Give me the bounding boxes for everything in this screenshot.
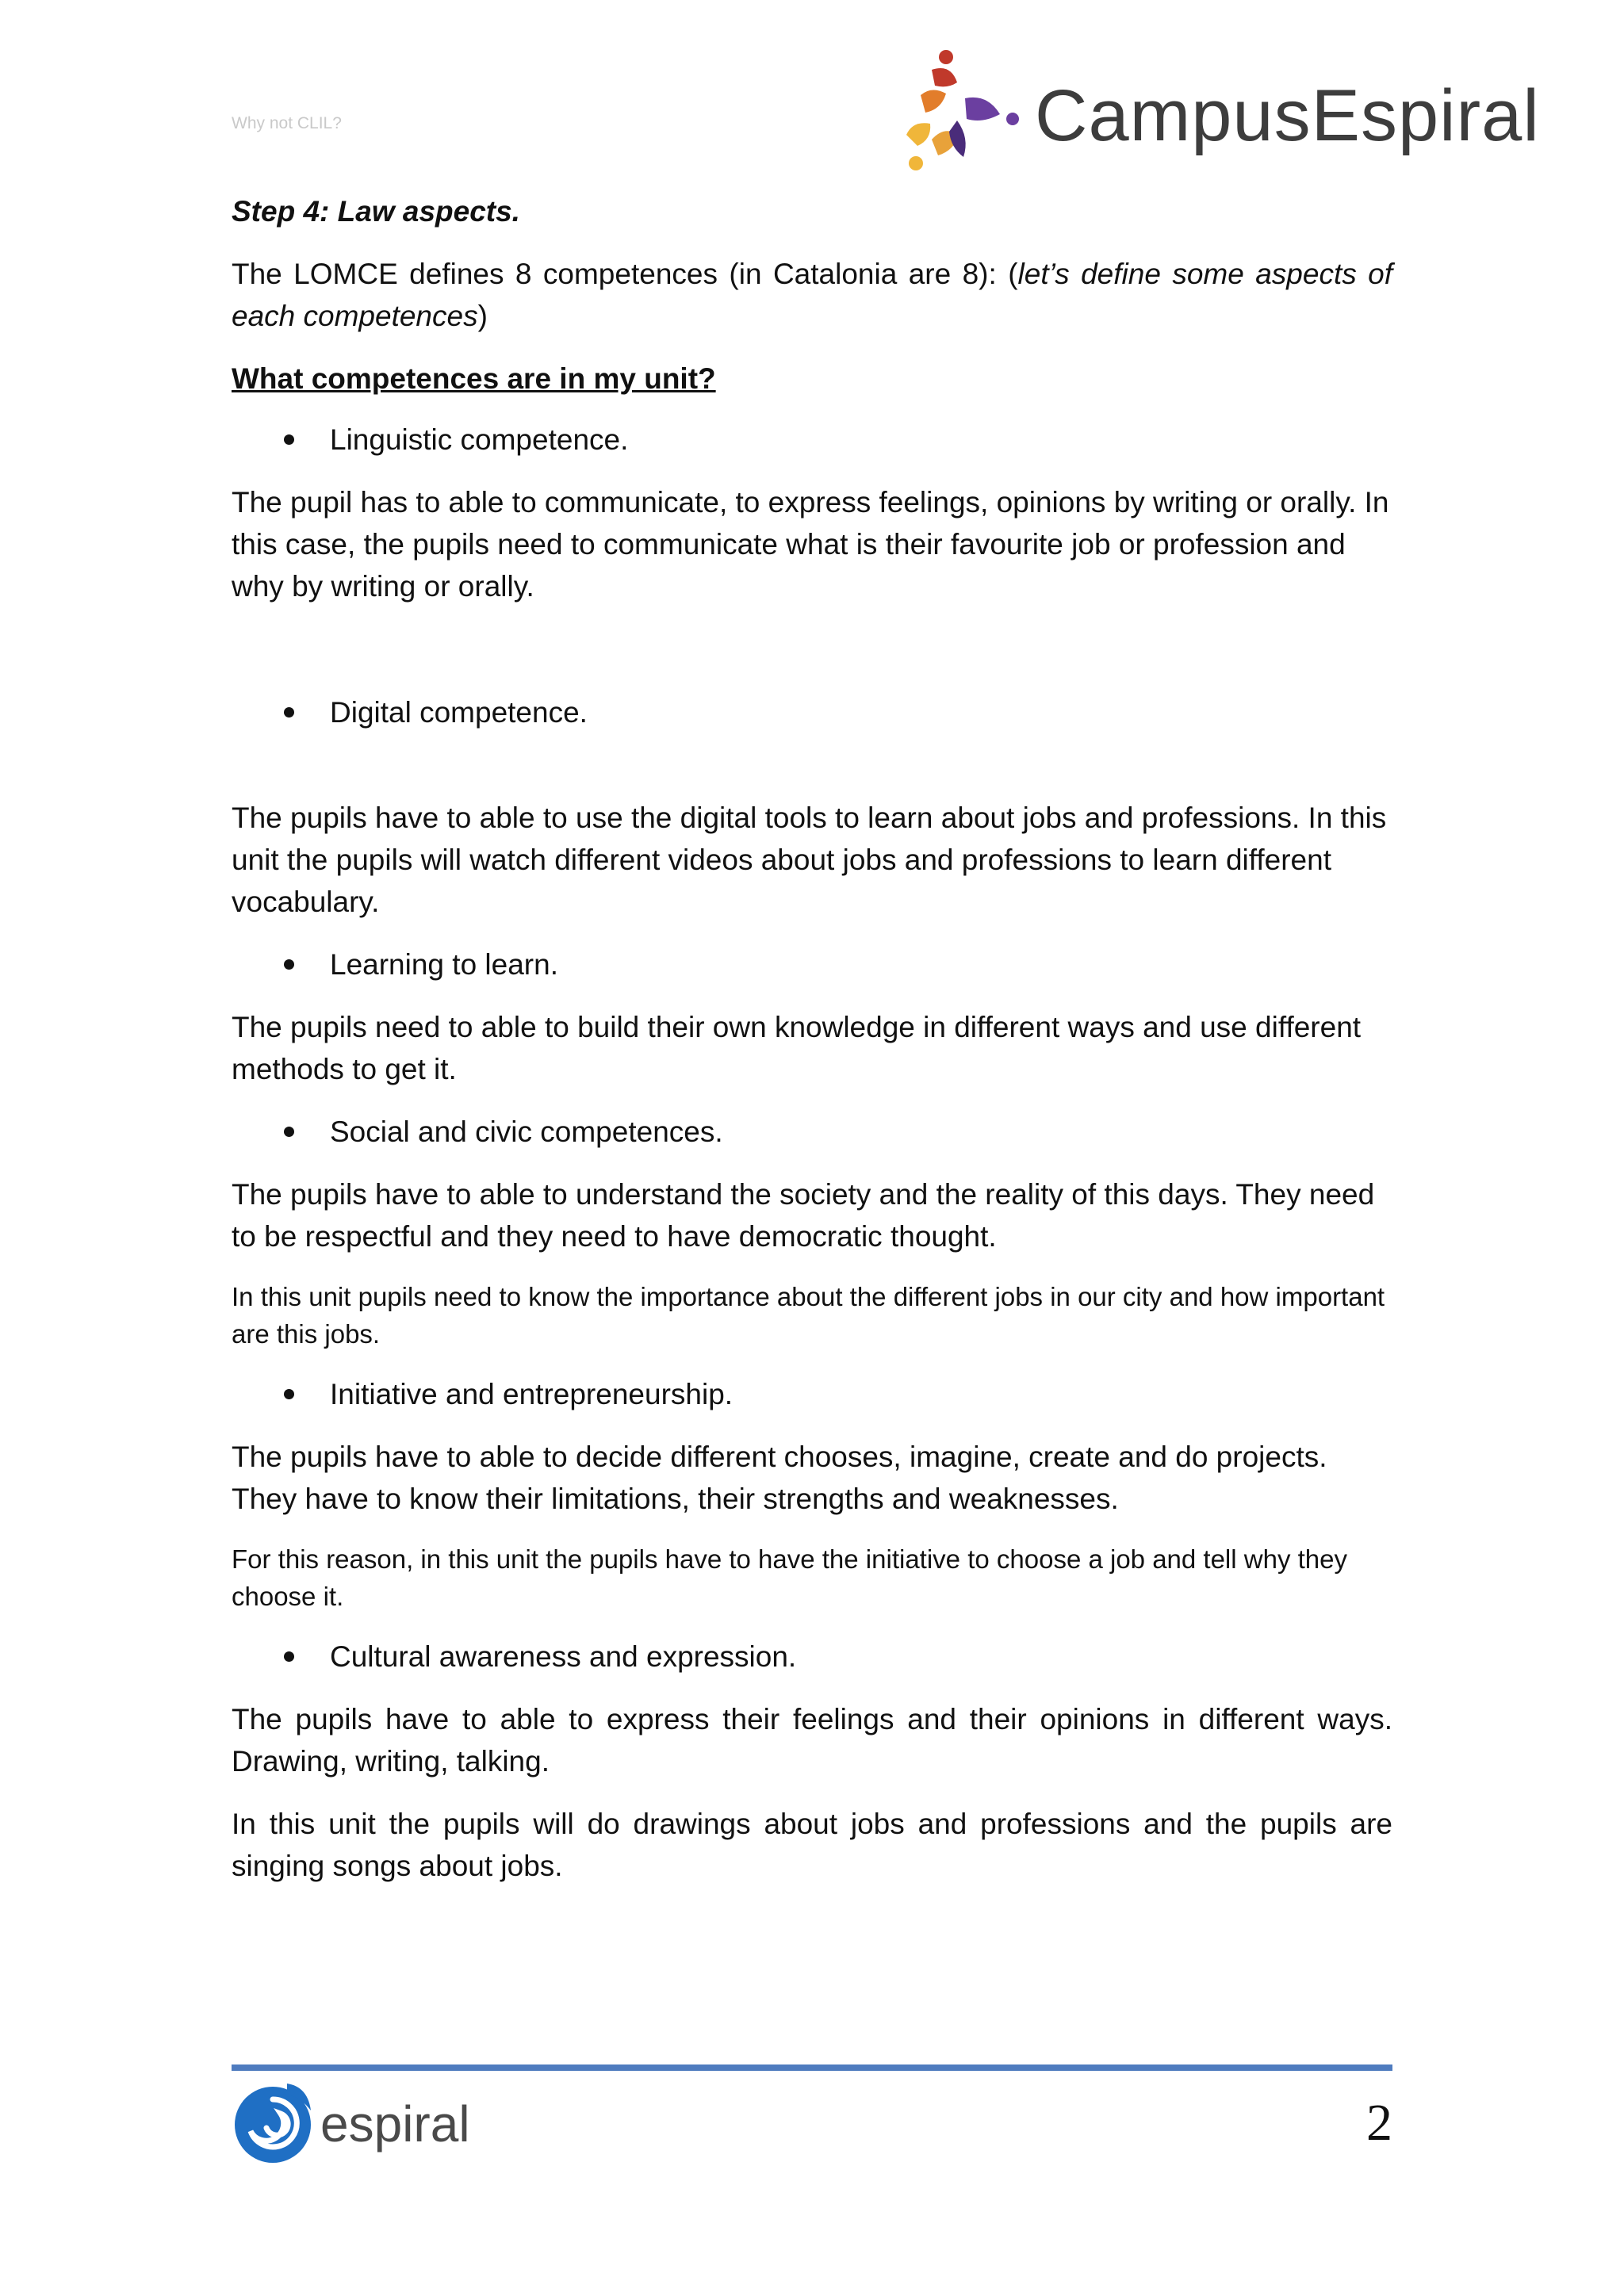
- competence-paragraph: The pupils have to able to decide different chooses, imagine, create and do projects. They have to know their limitations, their strengths and weaknesses.: [232, 1441, 1327, 1515]
- competence-paragraph: The pupils have to able to express their feelings and their opinions in different ways. Drawing, writing, talking.: [232, 1703, 1392, 1777]
- competence-title: Cultural awareness and expression.: [330, 1640, 797, 1673]
- competence-bullet-learning: [232, 943, 1392, 985]
- spacer: [232, 628, 1392, 691]
- competences-question: What competences are in my unit?: [232, 362, 716, 395]
- espiral-logo-text: espiral: [320, 2095, 470, 2152]
- intro-paragraph: [232, 253, 1392, 337]
- bullet-icon: [284, 1651, 294, 1662]
- competence-bullet-cultural: [232, 1636, 1392, 1678]
- competence-title: Initiative and entrepreneurship.: [330, 1378, 733, 1410]
- campusespiral-logo-text: CampusEspiral: [1035, 75, 1540, 156]
- campusespiral-logo-mark-icon: [900, 46, 1027, 181]
- competence-title: Learning to learn.: [330, 948, 558, 981]
- espiral-logo: [232, 2079, 485, 2166]
- document-body: [232, 190, 1392, 1908]
- intro-italic-text: let’s define some aspects of each competences: [232, 258, 1393, 332]
- bullet-icon: [284, 434, 294, 445]
- competence-bullet-linguistic: [232, 419, 1392, 461]
- competence-paragraph: The pupils need to able to build their own knowledge in different ways and use different methods to get it.: [232, 1011, 1362, 1085]
- footer-rule: [232, 2064, 1392, 2071]
- competence-paragraph: The pupils have to able to understand the society and the reality of this days. They need to be respectful and they need to have democratic thought.: [232, 1178, 1375, 1253]
- spacer: [232, 754, 1392, 797]
- competence-paragraph: The pupils have to able to use the digital tools to learn about jobs and professions. In this unit the pupils will watch different videos about jobs and professions to learn different vocabulary.: [232, 802, 1387, 918]
- competence-bullet-social: [232, 1111, 1392, 1153]
- bullet-icon: [284, 1389, 294, 1399]
- running-head: Why not CLIL?: [232, 114, 342, 132]
- campusespiral-logo: [900, 46, 1540, 181]
- bullet-icon: [284, 1127, 294, 1137]
- intro-text: The LOMCE defines 8 competences (in Catalonia are 8): (: [232, 258, 1018, 290]
- step-title: Step 4: Law aspects.: [232, 195, 520, 228]
- competence-paragraph-small: In this unit pupils need to know the importance about the different jobs in our city and how important are this jobs.: [232, 1282, 1385, 1349]
- competence-title: Social and civic competences.: [330, 1115, 723, 1148]
- competence-paragraph: The pupil has to able to communicate, to express feelings, opinions by writing or orally. In this case, the pupils need to communicate what is their favourite job or profession and why by writing or orally.: [232, 486, 1389, 603]
- competence-paragraph: In this unit the pupils will do drawings about jobs and professions and the pupils are singing songs about jobs.: [232, 1808, 1392, 1882]
- bullet-icon: [284, 707, 294, 718]
- competence-bullet-initiative: [232, 1373, 1392, 1415]
- competence-paragraph-small: For this reason, in this unit the pupils have to have the initiative to choose a job and tell why they choose it.: [232, 1544, 1347, 1611]
- competence-title: Digital competence.: [330, 696, 588, 729]
- bullet-icon: [284, 959, 294, 970]
- page-number: 2: [1366, 2094, 1392, 2152]
- intro-close-text: ): [477, 300, 488, 332]
- competence-title: Linguistic competence.: [330, 423, 629, 456]
- competence-bullet-digital: [232, 691, 1392, 733]
- espiral-logo-mark-icon: [232, 2079, 314, 2166]
